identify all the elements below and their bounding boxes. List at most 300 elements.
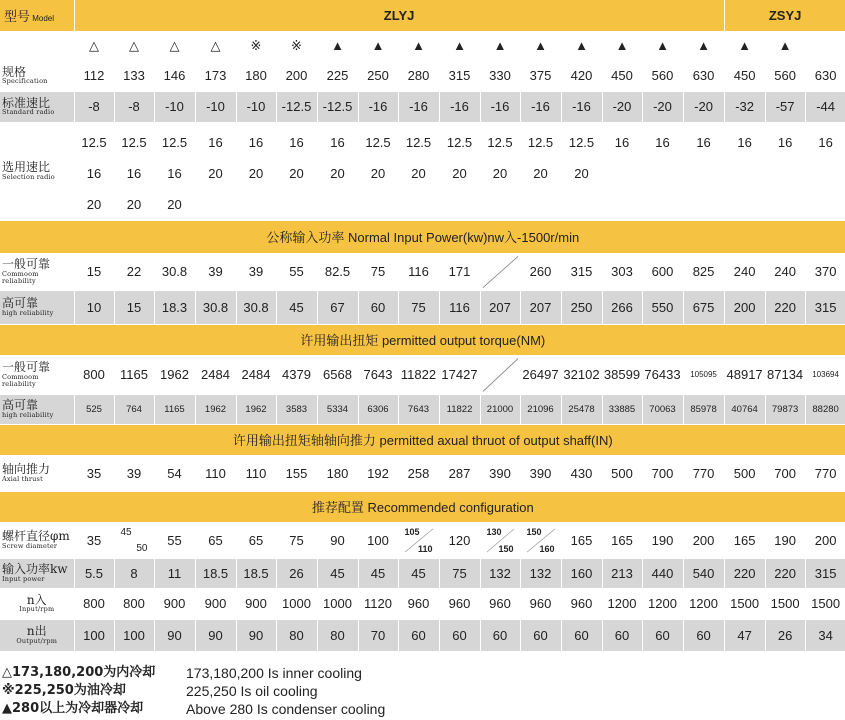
value-cell: 960 — [520, 588, 561, 619]
value-cell: 764 — [114, 394, 154, 424]
note-en: Above 280 Is condenser cooling — [186, 701, 386, 717]
ratio-value: 20 — [248, 165, 264, 181]
value-cell: 390 — [480, 455, 520, 491]
value-cell: 87134 — [765, 355, 805, 394]
value-cell: 1165 — [114, 355, 154, 394]
row-label-en: Input power — [2, 574, 45, 583]
row-label-en: Commoom — [2, 269, 39, 278]
ratio-value: 20 — [289, 165, 304, 181]
value-cell: 165 — [602, 522, 642, 558]
value-cell: 960 — [398, 588, 439, 619]
split-line — [521, 523, 561, 558]
value-cell: 15 — [114, 290, 154, 324]
ratio-list — [765, 122, 805, 220]
value-cell: 60 — [561, 619, 602, 651]
torque-section-title: 许用输出扭矩 permitted output torque(NM) — [0, 324, 845, 355]
value-cell: 200 — [805, 522, 845, 558]
value-cell: -12.5 — [276, 91, 317, 122]
screw-value: 50 — [136, 542, 148, 554]
value-cell: 1000 — [317, 588, 358, 619]
cooling-symbol: ▲ — [358, 31, 398, 60]
value-cell: 266 — [602, 290, 642, 324]
value-cell: -16 — [561, 91, 602, 122]
value-cell: 258 — [398, 455, 439, 491]
value-cell: 39 — [195, 253, 236, 290]
ratio-list — [480, 122, 520, 220]
ratio-value: 12.5 — [446, 134, 473, 150]
value-cell: 1500 — [805, 588, 845, 619]
value-cell: 45 — [398, 558, 439, 588]
value-cell: 90 — [154, 619, 195, 651]
row-label — [0, 558, 74, 588]
value-cell: 390 — [520, 455, 561, 491]
note-en: 173,180,200 Is inner cooling — [186, 665, 362, 681]
value-cell: 133 — [114, 60, 154, 91]
value-cell: 7643 — [358, 355, 398, 394]
value-cell: -16 — [358, 91, 398, 122]
row-label-en: high reliability — [2, 410, 54, 419]
screw-value: 150 — [526, 526, 542, 537]
row-label — [0, 394, 74, 424]
value-cell: 560 — [642, 60, 683, 91]
value-cell: 207 — [480, 290, 520, 324]
ratio-value: 16 — [86, 165, 102, 181]
value-cell: 240 — [724, 253, 765, 290]
value-cell: 79873 — [765, 394, 805, 424]
value-cell: 960 — [439, 588, 480, 619]
value-cell: 103694 — [805, 355, 845, 394]
value-cell: 315 — [805, 558, 845, 588]
power-high-row — [0, 290, 845, 324]
value-cell: 60 — [642, 619, 683, 651]
input-rpm-row — [0, 588, 845, 619]
value-cell: 65 — [195, 522, 236, 558]
value-cell: 420 — [561, 60, 602, 91]
value-cell: 1000 — [276, 588, 317, 619]
value-cell: -8 — [74, 91, 114, 122]
ratio-value: 16 — [167, 165, 182, 181]
ratio-value: 20 — [533, 165, 548, 181]
ratio-list — [317, 122, 358, 220]
row-label-en: Selection radio — [2, 172, 55, 181]
row-label — [0, 290, 74, 324]
model-label-zh: 型号 — [4, 8, 31, 24]
empty-cell — [480, 355, 520, 394]
value-cell: -16 — [398, 91, 439, 122]
row-label — [0, 588, 74, 619]
value-cell: 48917 — [724, 355, 765, 394]
value-cell: 171 — [439, 253, 480, 290]
value-cell: 60 — [439, 619, 480, 651]
value-cell: 90 — [317, 522, 358, 558]
value-cell: 213 — [602, 558, 642, 588]
row-label — [0, 619, 74, 651]
cooling-symbol: ※ — [236, 31, 276, 60]
value-cell: 85978 — [683, 394, 724, 424]
value-cell: 33885 — [602, 394, 642, 424]
note-zh: △173,180,200为内冷却 — [2, 665, 156, 680]
value-cell: 26 — [276, 558, 317, 588]
row-label-zh: n出 — [26, 624, 47, 639]
ratio-value: 16 — [126, 165, 142, 181]
value-cell: 260 — [520, 253, 561, 290]
ratio-list — [74, 122, 114, 220]
value-cell: 525 — [74, 394, 114, 424]
value-cell: 250 — [358, 60, 398, 91]
value-cell: -16 — [520, 91, 561, 122]
row-label-en: Axial thrust — [2, 474, 43, 483]
value-cell: 155 — [276, 455, 317, 491]
cooling-symbol: ▲ — [439, 31, 480, 60]
cooling-symbol: △ — [195, 31, 236, 60]
value-cell: 120 — [439, 522, 480, 558]
note-zh: ▲280以上为冷却器冷却 — [2, 701, 144, 716]
value-cell: 82.5 — [317, 253, 358, 290]
value-cell: 112 — [74, 60, 114, 91]
value-cell: 800 — [74, 355, 114, 394]
value-cell: 7643 — [398, 394, 439, 424]
power-section — [0, 220, 845, 253]
value-cell: 770 — [683, 455, 724, 491]
spec-row — [0, 60, 845, 91]
value-cell: 26497 — [520, 355, 561, 394]
value-cell: 18.3 — [154, 290, 195, 324]
ratio-value: 20 — [167, 196, 182, 212]
value-cell: 60 — [520, 619, 561, 651]
ratio-value: 20 — [330, 165, 345, 181]
value-cell: 45 — [276, 290, 317, 324]
cooling-symbol: ▲ — [520, 31, 561, 60]
value-cell: 90 — [236, 619, 276, 651]
row-label-zh: 螺杆直径φm — [2, 529, 70, 544]
ratio-value: 16 — [614, 134, 630, 150]
value-cell: 55 — [276, 253, 317, 290]
value-cell: 40764 — [724, 394, 765, 424]
output-rpm-row — [0, 619, 845, 651]
ratio-value: 12.5 — [527, 134, 554, 150]
value-cell: 173 — [195, 60, 236, 91]
value-cell: 39 — [236, 253, 276, 290]
ratio-list — [398, 122, 439, 220]
row-label-zh: 轴向推力 — [2, 462, 51, 477]
header-row — [0, 0, 845, 31]
value-cell: -20 — [642, 91, 683, 122]
ratio-list — [724, 122, 765, 220]
value-cell: 35 — [74, 455, 114, 491]
value-cell: 105095 — [683, 355, 724, 394]
value-cell: 540 — [683, 558, 724, 588]
value-cell: 1500 — [724, 588, 765, 619]
value-cell: 190 — [642, 522, 683, 558]
row-label-zh: 高可靠 — [2, 398, 39, 413]
screw-value: 150 — [498, 543, 514, 554]
cooling-symbol: △ — [154, 31, 195, 60]
thrust-section — [0, 424, 845, 455]
screw-value: 105 — [404, 526, 420, 537]
value-cell: 700 — [642, 455, 683, 491]
value-cell: 8 — [114, 558, 154, 588]
value-cell: 180 — [317, 455, 358, 491]
value-cell: 55 — [154, 522, 195, 558]
ratio-value: 12.5 — [568, 134, 595, 150]
value-cell: 25478 — [561, 394, 602, 424]
ratio-list — [154, 122, 195, 220]
row-label-en: Output/rpm — [16, 636, 58, 645]
value-cell: 75 — [358, 253, 398, 290]
ratio-value: 20 — [492, 165, 508, 181]
group-zsyj: ZSYJ — [724, 0, 845, 31]
row-label — [0, 522, 74, 558]
ratio-list — [114, 122, 154, 220]
ratio-list — [276, 122, 317, 220]
value-cell: 370 — [805, 253, 845, 290]
value-cell: 960 — [480, 588, 520, 619]
value-cell: 39 — [114, 455, 154, 491]
value-cell: 6306 — [358, 394, 398, 424]
value-cell: 21096 — [520, 394, 561, 424]
row-label-zh: n入 — [26, 592, 47, 607]
screw-pair — [114, 522, 154, 558]
value-cell: 47 — [724, 619, 765, 651]
value-cell: 15 — [74, 253, 114, 290]
screw-value: 45 — [120, 526, 132, 538]
value-cell: 160 — [561, 558, 602, 588]
cooling-symbol: ▲ — [683, 31, 724, 60]
group-zlyj: ZLYJ — [74, 0, 724, 31]
thrust-section-title: 许用输出扭矩轴轴向推力 permitted axual thruot of output shaff(IN) — [0, 424, 845, 455]
value-cell: 200 — [683, 522, 724, 558]
value-cell: 100 — [358, 522, 398, 558]
cooling-symbol: ▲ — [602, 31, 642, 60]
value-cell: 1962 — [154, 355, 195, 394]
value-cell: 560 — [765, 60, 805, 91]
value-cell: 60 — [358, 290, 398, 324]
torque-section — [0, 324, 845, 355]
value-cell: 315 — [561, 253, 602, 290]
ratio-list — [642, 122, 683, 220]
row-label-en: Standard radio — [2, 108, 55, 117]
value-cell: 80 — [317, 619, 358, 651]
value-cell: 220 — [765, 290, 805, 324]
config-section — [0, 491, 845, 522]
cooling-notes — [2, 664, 602, 718]
value-cell: 675 — [683, 290, 724, 324]
ratio-value: 20 — [574, 165, 589, 181]
value-cell: 54 — [154, 455, 195, 491]
ratio-value: 20 — [452, 165, 467, 181]
ratio-value: 16 — [289, 134, 304, 150]
value-cell: 192 — [358, 455, 398, 491]
value-cell: 70 — [358, 619, 398, 651]
config-section-title: 推荐配置 Recommended configuration — [0, 491, 845, 522]
value-cell: 280 — [398, 60, 439, 91]
value-cell: 630 — [805, 60, 845, 91]
ratio-value: 16 — [777, 134, 793, 150]
row-label-zh: 输入功率kw — [2, 562, 68, 577]
std-ratio-row — [0, 91, 845, 122]
ratio-list — [439, 122, 480, 220]
cooling-symbol: ※ — [276, 31, 317, 60]
power-section-title: 公称输入功率 Normal Input Power(kw)nw入-1500r/min — [0, 220, 845, 253]
cooling-symbol: ▲ — [480, 31, 520, 60]
value-cell: -44 — [805, 91, 845, 122]
cooling-note — [2, 664, 602, 682]
cooling-symbol: △ — [114, 31, 154, 60]
value-cell: 500 — [602, 455, 642, 491]
value-cell: 375 — [520, 60, 561, 91]
value-cell: -32 — [724, 91, 765, 122]
value-cell: 146 — [154, 60, 195, 91]
row-label-en: Specification — [2, 77, 48, 86]
value-cell: 630 — [683, 60, 724, 91]
value-cell: 67 — [317, 290, 358, 324]
thrust-row — [0, 455, 845, 491]
value-cell: 900 — [154, 588, 195, 619]
value-cell: 21000 — [480, 394, 520, 424]
value-cell: 287 — [439, 455, 480, 491]
value-cell: 10 — [74, 290, 114, 324]
value-cell: 116 — [439, 290, 480, 324]
cooling-symbol: ▲ — [765, 31, 805, 60]
value-cell: 6568 — [317, 355, 358, 394]
value-cell: 34 — [805, 619, 845, 651]
row-label-en: reliability — [2, 276, 36, 285]
value-cell: 18.5 — [195, 558, 236, 588]
value-cell: 180 — [236, 60, 276, 91]
value-cell: 1200 — [642, 588, 683, 619]
row-label-zh: 选用速比 — [2, 160, 51, 175]
blank-cell — [0, 31, 74, 60]
row-label-zh: 规格 — [2, 64, 27, 79]
value-cell: 110 — [236, 455, 276, 491]
value-cell: -10 — [236, 91, 276, 122]
value-cell: -8 — [114, 91, 154, 122]
value-cell: 450 — [724, 60, 765, 91]
value-cell: 240 — [765, 253, 805, 290]
ratio-value: 12.5 — [121, 134, 147, 150]
value-cell: 440 — [642, 558, 683, 588]
value-cell: 315 — [805, 290, 845, 324]
value-cell: 450 — [602, 60, 642, 91]
note-en: 225,250 Is oil cooling — [186, 683, 318, 699]
ratio-value: 12.5 — [365, 134, 391, 150]
value-cell: 165 — [561, 522, 602, 558]
cooling-note — [2, 700, 602, 718]
value-cell: 960 — [561, 588, 602, 619]
value-cell: 220 — [724, 558, 765, 588]
value-cell: 45 — [358, 558, 398, 588]
ratio-value: 16 — [737, 134, 752, 150]
torque-high-row — [0, 394, 845, 424]
power-normal-row — [0, 253, 845, 290]
screw-pair — [480, 522, 520, 558]
value-cell: 2484 — [236, 355, 276, 394]
ratio-value: 16 — [696, 134, 711, 150]
ratio-value: 20 — [126, 196, 142, 212]
value-cell: 132 — [520, 558, 561, 588]
row-label — [0, 253, 74, 290]
value-cell: 11822 — [398, 355, 439, 394]
ratio-value: 16 — [818, 134, 833, 150]
value-cell: 116 — [398, 253, 439, 290]
value-cell: 60 — [480, 619, 520, 651]
value-cell: 1962 — [236, 394, 276, 424]
split-line — [481, 523, 520, 558]
ratio-list — [805, 122, 845, 220]
empty-cell — [480, 253, 520, 290]
note-zh: ※225,250为油冷却 — [2, 683, 126, 698]
value-cell: 1962 — [195, 394, 236, 424]
value-cell: 1200 — [602, 588, 642, 619]
ratio-list — [236, 122, 276, 220]
value-cell: 18.5 — [236, 558, 276, 588]
value-cell: 900 — [236, 588, 276, 619]
value-cell: 60 — [602, 619, 642, 651]
value-cell: 1165 — [154, 394, 195, 424]
ratio-value: 12.5 — [405, 134, 432, 150]
cooling-symbol-row — [0, 31, 845, 60]
value-cell: 22 — [114, 253, 154, 290]
value-cell: 225 — [317, 60, 358, 91]
value-cell: 330 — [480, 60, 520, 91]
cooling-symbol: ▲ — [398, 31, 439, 60]
value-cell: -10 — [195, 91, 236, 122]
value-cell: 76433 — [642, 355, 683, 394]
value-cell: 1200 — [683, 588, 724, 619]
cooling-symbol: ▲ — [317, 31, 358, 60]
value-cell: 430 — [561, 455, 602, 491]
value-cell: 500 — [724, 455, 765, 491]
ratio-value: 16 — [208, 134, 223, 150]
input-power-row — [0, 558, 845, 588]
value-cell: 207 — [520, 290, 561, 324]
cooling-symbol: ▲ — [642, 31, 683, 60]
row-label — [0, 355, 74, 394]
model-label-en: Model — [30, 13, 55, 23]
value-cell: 190 — [765, 522, 805, 558]
ratio-value: 12.5 — [161, 134, 188, 150]
value-cell: 250 — [561, 290, 602, 324]
value-cell: 220 — [765, 558, 805, 588]
ratio-value: 12.5 — [487, 134, 513, 150]
value-cell: 90 — [195, 619, 236, 651]
cooling-symbol: ▲ — [724, 31, 765, 60]
cooling-note — [2, 682, 602, 700]
value-cell: -16 — [480, 91, 520, 122]
value-cell: -57 — [765, 91, 805, 122]
row-label — [0, 60, 74, 91]
value-cell: 30.8 — [236, 290, 276, 324]
value-cell: -12.5 — [317, 91, 358, 122]
row-label — [0, 91, 74, 122]
value-cell: 900 — [195, 588, 236, 619]
value-cell: 17427 — [439, 355, 480, 394]
value-cell: 65 — [236, 522, 276, 558]
value-cell: 11822 — [439, 394, 480, 424]
value-cell: 800 — [114, 588, 154, 619]
ratio-value: 20 — [411, 165, 426, 181]
value-cell: 700 — [765, 455, 805, 491]
value-cell: 88280 — [805, 394, 845, 424]
value-cell: 3583 — [276, 394, 317, 424]
value-cell: 825 — [683, 253, 724, 290]
value-cell: 70063 — [642, 394, 683, 424]
value-cell: 45 — [317, 558, 358, 588]
value-cell: 75 — [439, 558, 480, 588]
value-cell: 4379 — [276, 355, 317, 394]
value-cell: 38599 — [602, 355, 642, 394]
row-label-en: high reliability — [2, 308, 54, 317]
